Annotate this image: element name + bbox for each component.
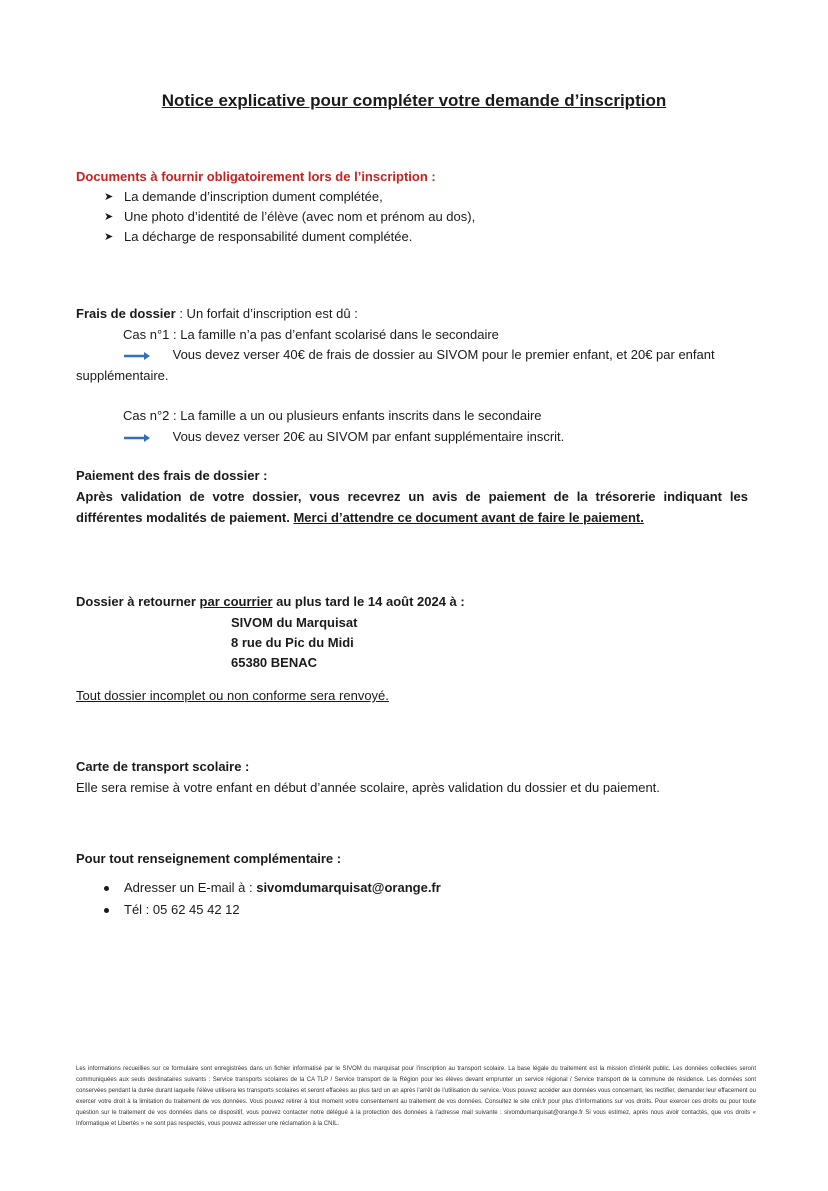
blue-arrow-icon <box>123 351 151 361</box>
carte-heading: Carte de transport scolaire : <box>76 759 250 774</box>
documents-heading: Documents à fournir obligatoirement lors de l’inscription : <box>76 169 436 184</box>
cas1-label: Cas n°1 : La famille n’a pas d’enfant scolarisé dans le secondaire <box>123 327 499 342</box>
cas1-detail-cont: supplémentaire. <box>76 368 169 383</box>
page-title: Notice explicative pour compléter votre demande d’inscription <box>161 91 667 110</box>
legal-footer: Les informations recueillies sur ce formulaire sont enregistrées dans un fichier informatisé par le SIVOM du marquisat pour l’inscription au transport scolaire. La base légale du traitement est la mission d’intérêt public. Les données collectées seront communiquées aux seuls destinataires suivants : Service transports scolaires de la CA TLP / Service transport de la Région pour les élèves devant emprunter un service régional / Service transport de la commune de résidence. Les données sont conservées pendant la durée durant laquelle l’élève utilisera les transports scolaires et seront effacées au plus tard un an après l’arrêt de l’utilisation du service. Vous pouvez accéder aux données vous concernant, les rectifier, demander leur effacement ou exercer votre droit à la limitation du traitement de vos données. Vous pouvez retirer à tout moment votre consentement au traitement de vos données. Consultez le site cnil.fr pour plus d’informations sur vos droits. Pour exercer ces droits ou pour toute question sur le traitement de vos données dans ce dispositif, vous pouvez contacter notre délégué à la protection des données à l’adresse mail suivante : sivomdumarquisat@orange.fr Si vous estimez, après nous avoir contactés, que vos droits « Informatique et Libertés » ne sont pas respectés, vous pouvez adresser une réclamation à la CNIL. <box>76 1066 756 1127</box>
cas2-label: Cas n°2 : La famille a un ou plusieurs enfants inscrits dans le secondaire <box>123 408 542 423</box>
list-item: ➤ Une photo d’identité de l’élève (avec nom et prénom au dos), <box>104 207 475 227</box>
frais-line <box>76 304 358 324</box>
list-item: Adresser un E-mail à : sivomdumarquisat@orange.fr <box>104 877 441 899</box>
cas2-detail: Vous devez verser 20€ au SIVOM par enfant supplémentaire inscrit. <box>123 427 564 447</box>
retour-heading: Dossier à retourner par courrier au plus tard le 14 août 2024 à : <box>76 594 465 609</box>
paiement-line2: différentes modalités de paiement. Merci d’attendre ce document avant de faire le paiement. <box>76 510 644 525</box>
list-item <box>104 899 441 921</box>
contact-heading: Pour tout renseignement complémentaire : <box>76 851 342 866</box>
arrow-bullet-icon: ➤ <box>104 191 114 203</box>
contact-email[interactable]: sivomdumarquisat@orange.fr <box>256 880 441 895</box>
bullet-dot-icon <box>104 886 109 891</box>
blue-arrow-icon <box>123 433 151 443</box>
carte-text: Elle sera remise à votre enfant en début d’année scolaire, après validation du dossier et du paiement. <box>76 780 660 795</box>
contact-list <box>104 877 441 921</box>
bullet-dot-icon <box>104 908 109 913</box>
frais-label: Frais de dossier <box>76 306 176 321</box>
list-item: ➤ La demande d’inscription dument complétée, <box>104 187 475 207</box>
incomplete-warning: Tout dossier incomplet ou non conforme sera renvoyé. <box>76 688 389 703</box>
address-line: 65380 BENAC <box>231 655 317 670</box>
paiement-line1: Après validation de votre dossier, vous recevrez un avis de paiement de la trésorerie indiquant les <box>76 489 748 504</box>
frais-text: : Un forfait d’inscription est dû : <box>175 306 358 321</box>
cas1-detail: Vous devez verser 40€ de frais de dossier au SIVOM pour le premier enfant, et 20€ par enfant <box>123 345 715 365</box>
arrow-bullet-icon: ➤ <box>104 211 114 223</box>
paiement-heading: Paiement des frais de dossier : <box>76 468 268 483</box>
list-item: ➤ La décharge de responsabilité dument complétée. <box>104 227 475 247</box>
arrow-bullet-icon: ➤ <box>104 231 114 243</box>
address-line: 8 rue du Pic du Midi <box>231 635 354 650</box>
contact-phone: Tél : 05 62 45 42 12 <box>124 902 240 917</box>
address-line: SIVOM du Marquisat <box>231 615 358 630</box>
documents-list <box>104 187 475 247</box>
paiement-note: Merci d’attendre ce document avant de faire le paiement. <box>293 510 644 525</box>
